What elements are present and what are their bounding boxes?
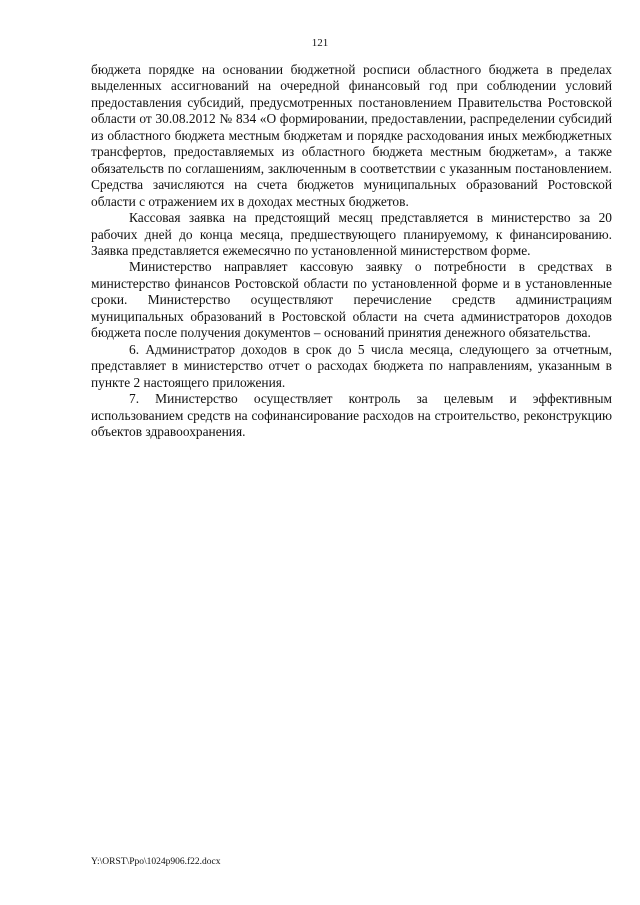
paragraph-item-7: 7. Министерство осуществляет контроль за целевым и эффективным использованием средств на софинансирование расходов на строительство, реконструкцию объектов здравоохранения. bbox=[91, 391, 612, 439]
footer-file-path: Y:\ORST\Ppo\1024p906.f22.docx bbox=[91, 857, 221, 867]
paragraph-cash-request: Кассовая заявка на предстоящий месяц представляется в министерство за 20 рабочих дней до конца месяца, предшествующего планируемому, к финансированию. Заявка представляется ежемесячно по установленной министерством форме. bbox=[91, 210, 612, 258]
page-number: 121 bbox=[311, 37, 329, 49]
paragraph-ministry-transfer: Министерство направляет кассовую заявку о потребности в средствах в министерство финансов Ростовской области по установленной форме и в установленные сроки. Министерство осуществляют перечисление средств администрациям муниципальных образований в Ростовской области на счета администраторов доходов бюджета после получения документов – оснований принятия денежного обязательства. bbox=[91, 259, 612, 341]
paragraph-continuation: бюджета порядке на основании бюджетной росписи областного бюджета в пределах выделенных ассигнований на очередной финансовый год при соблюдении условий предоставления субсидий, предусмотренных постановлением Правительства Ростовской области от 30.08.2012 № 834 «О формировании, предоставлении, распределении субсидий из областного бюджета местным бюджетам и порядке расходования иных межбюджетных трансфертов, предоставляемых из областного бюджета местным бюджетам», а также обязательств по соглашениям, заключенным в соответствии с указанным постановлением. Средства зачисляются на счета бюджетов муниципальных образований Ростовской области с отражением их в доходах местных бюджетов. bbox=[91, 62, 612, 209]
document-body bbox=[91, 62, 612, 440]
paragraph-item-6: 6. Администратор доходов в срок до 5 числа месяца, следующего за отчетным, представляет в министерство отчет о расходах бюджета по направлениям, указанным в пункте 2 настоящего приложения. bbox=[91, 341, 612, 390]
